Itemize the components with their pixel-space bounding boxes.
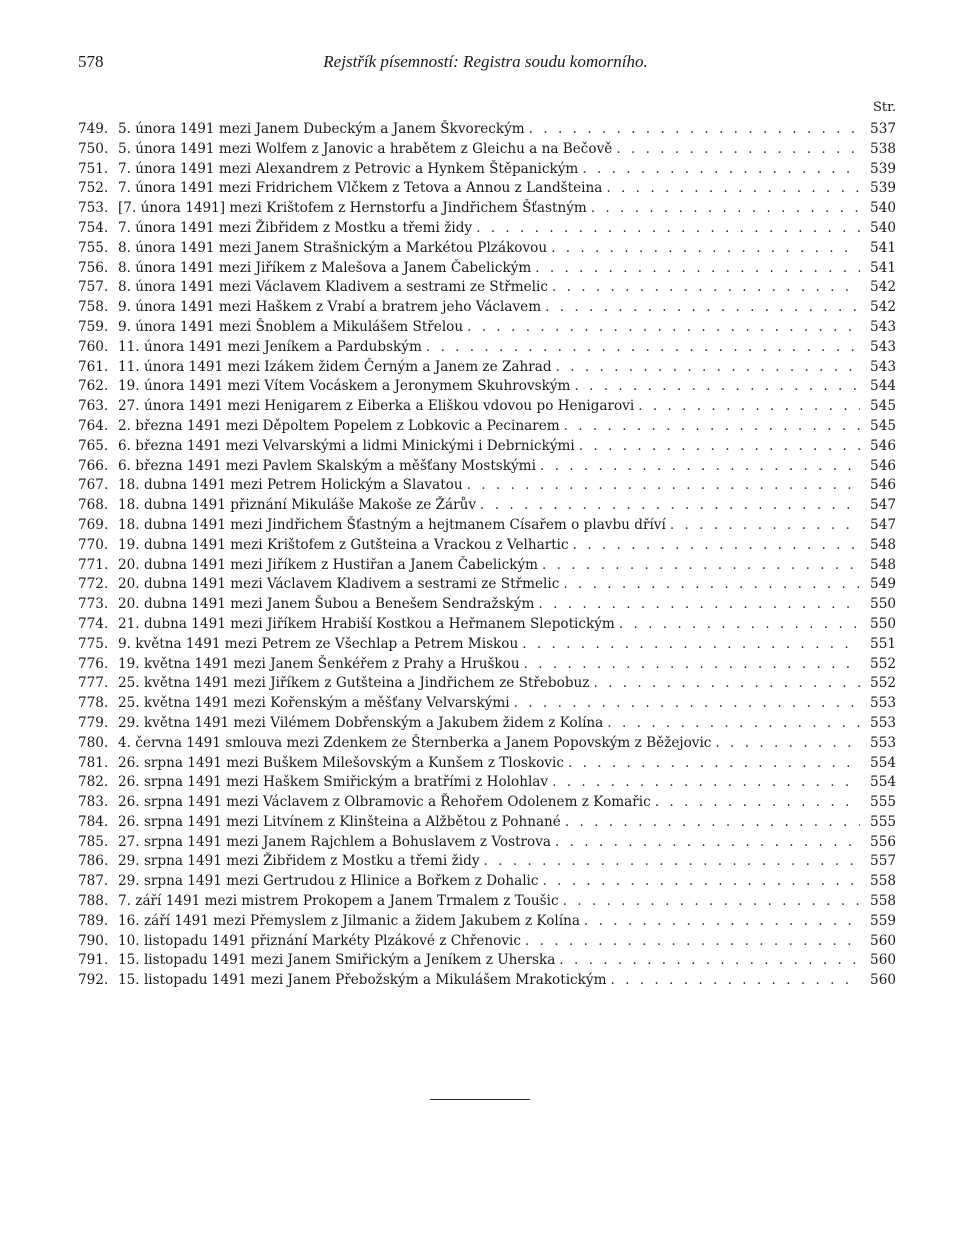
entry-text: 26. srpna 1491 mezi Václavem z Olbramovic a Řehořem Odolenem z Komařic — [118, 794, 651, 811]
register-entry — [78, 556, 896, 576]
entry-page-number: 538 — [870, 140, 896, 157]
entry-number: 754. — [78, 219, 109, 236]
dot-leader — [535, 259, 860, 279]
entry-number: 758. — [78, 299, 109, 316]
entry-text: 15. listopadu 1491 mezi Janem Smiřickým a Jeníkem z Uherska — [118, 952, 556, 969]
entry-text: 9. května 1491 mezi Petrem ze Všechlap a Petrem Miskou — [118, 635, 519, 652]
entry-page-number: 553 — [870, 695, 896, 712]
dot-leader — [540, 457, 860, 477]
entry-number: 770. — [78, 536, 109, 553]
entry-text: 29. srpna 1491 mezi Žibřidem z Mostku a třemi židy — [118, 853, 480, 870]
entry-page-number: 552 — [870, 675, 896, 692]
entry-text: 6. března 1491 mezi Velvarskými a lidmi Minickými i Debrnickými — [118, 437, 575, 454]
entry-number: 776. — [78, 655, 109, 672]
entry-number: 783. — [78, 794, 109, 811]
entry-text: 8. února 1491 mezi Václavem Kladivem a sestrami ze Střmelic — [118, 279, 548, 296]
entry-number: 789. — [78, 912, 109, 929]
register-entry — [78, 457, 896, 477]
dot-leader — [551, 239, 860, 259]
dot-leader — [555, 833, 860, 853]
entry-number: 764. — [78, 417, 109, 434]
register-entry — [78, 219, 896, 239]
dot-leader — [606, 179, 860, 199]
entry-text: 20. dubna 1491 mezi Jiříkem z Hustiřan a Janem Čabelickým — [118, 556, 539, 573]
entry-number: 787. — [78, 873, 109, 890]
dot-leader — [579, 437, 860, 457]
entry-number: 749. — [78, 121, 109, 137]
register-entry — [78, 971, 896, 991]
entry-number: 760. — [78, 338, 109, 355]
entry-page-number: 560 — [870, 952, 896, 969]
dot-leader — [552, 773, 860, 793]
entry-number: 781. — [78, 754, 109, 771]
entry-text: 27. února 1491 mezi Henigarem z Eiberka a Eliškou vdovou po Henigarovi — [118, 398, 635, 415]
entry-text: 9. února 1491 mezi Šnoblem a Mikulášem Střelou — [118, 318, 464, 335]
page-column-heading: Str. — [872, 100, 896, 115]
dot-leader — [584, 912, 860, 932]
entry-number: 771. — [78, 556, 109, 573]
entry-number: 772. — [78, 576, 109, 593]
entry-text: 26. srpna 1491 mezi Haškem Smiřickým a bratřími z Holohlav — [118, 774, 549, 791]
entry-page-number: 543 — [870, 318, 896, 335]
entry-text: 26. srpna 1491 mezi Buškem Milešovským a Kunšem z Tloskovic — [118, 754, 564, 771]
register-entry — [78, 754, 896, 774]
dot-leader — [619, 615, 860, 635]
entry-text: [7. února 1491] mezi Krištofem z Hernstorfu a Jindřichem Šťastným — [118, 200, 587, 217]
entry-page-number: 543 — [870, 338, 896, 355]
entry-page-number: 551 — [870, 635, 896, 652]
entry-page-number: 539 — [870, 160, 896, 177]
page-number: 578 — [78, 52, 104, 71]
page-header — [78, 52, 893, 76]
entry-text: 29. května 1491 mezi Vilémem Dobřenským a Jakubem židem z Kolína — [118, 714, 604, 731]
entry-text: 6. března 1491 mezi Pavlem Skalským a měšťany Mostskými — [118, 457, 536, 474]
entry-number: 752. — [78, 180, 109, 197]
entry-page-number: 553 — [870, 714, 896, 731]
entry-number: 751. — [78, 160, 109, 177]
dot-leader — [484, 852, 861, 872]
register-entry — [78, 852, 896, 872]
entry-text: 8. února 1491 mezi Janem Strašnickým a Markétou Plzákovou — [118, 239, 548, 256]
register-entry — [78, 773, 896, 793]
entry-text: 15. listopadu 1491 mezi Janem Přebožským a Mikulášem Mrakotickým — [118, 972, 607, 989]
entry-text: 19. května 1491 mezi Janem Šenkéřem z Prahy a Hruškou — [118, 655, 520, 672]
register-entry — [78, 239, 896, 259]
dot-leader — [655, 793, 860, 813]
entry-page-number: 555 — [870, 813, 896, 830]
register-entry — [78, 635, 896, 655]
entry-number: 788. — [78, 893, 109, 910]
entry-page-number: 546 — [870, 457, 896, 474]
dot-leader — [467, 476, 860, 496]
entry-text: 4. června 1491 smlouva mezi Zdenkem ze Šternberka a Janem Popovským z Běžejovic — [118, 734, 712, 751]
register-entry — [78, 496, 896, 516]
register-entry — [78, 358, 896, 378]
register-entry — [78, 536, 896, 556]
entry-page-number: 548 — [870, 556, 896, 573]
register-entry — [78, 298, 896, 318]
entry-text: 18. dubna 1491 mezi Jindřichem Šťastným a hejtmanem Císařem o plavbu dříví — [118, 516, 666, 533]
register-entry — [78, 259, 896, 279]
entry-text: 19. dubna 1491 mezi Krištofem z Gutšteina a Vrackou z Velhartic — [118, 536, 569, 553]
dot-leader — [593, 674, 860, 694]
register-entry — [78, 199, 896, 219]
register-entry — [78, 160, 896, 180]
dot-leader — [467, 318, 860, 338]
register-entry — [78, 912, 896, 932]
register-entry — [78, 417, 896, 437]
entry-number: 784. — [78, 813, 109, 830]
entry-number: 756. — [78, 259, 109, 276]
dot-leader — [522, 635, 860, 655]
entry-page-number: 546 — [870, 477, 896, 494]
entry-text: 20. dubna 1491 mezi Janem Šubou a Benešem Sendražským — [118, 596, 535, 613]
entry-text: 18. dubna 1491 přiznání Mikuláše Makoše ze Žárův — [118, 497, 477, 514]
entry-page-number: 543 — [870, 358, 896, 375]
entry-text: 27. srpna 1491 mezi Janem Rajchlem a Bohuslavem z Vostrova — [118, 833, 551, 850]
register-entry-list — [78, 120, 896, 991]
end-rule — [430, 1099, 530, 1100]
entry-text: 11. února 1491 mezi Izákem židem Černým a Janem ze Zahrad — [118, 358, 552, 375]
dot-leader — [426, 338, 860, 358]
entry-page-number: 541 — [870, 239, 896, 256]
dot-leader — [638, 397, 860, 417]
dot-leader — [670, 516, 860, 536]
dot-leader — [543, 872, 861, 892]
entry-page-number: 545 — [870, 417, 896, 434]
entry-number: 780. — [78, 734, 109, 751]
entry-page-number: 540 — [870, 200, 896, 217]
register-entry — [78, 793, 896, 813]
dot-leader — [610, 971, 860, 991]
entry-text: 25. května 1491 mezi Kořenským a měšťany Velvarskými — [118, 695, 510, 712]
entry-text: 7. února 1491 mezi Žibřidem z Mostku a třemi židy — [118, 219, 473, 236]
register-entry — [78, 377, 896, 397]
entry-number: 755. — [78, 239, 109, 256]
dot-leader — [563, 892, 860, 912]
dot-leader — [542, 556, 860, 576]
entry-page-number: 542 — [870, 279, 896, 296]
register-entry — [78, 694, 896, 714]
dot-leader — [563, 575, 860, 595]
dot-leader — [538, 595, 860, 615]
register-entry — [78, 674, 896, 694]
entry-text: 7. února 1491 mezi Fridrichem Vlčkem z Tetova a Annou z Landšteina — [118, 180, 603, 197]
entry-number: 763. — [78, 398, 109, 415]
dot-leader — [529, 120, 860, 140]
entry-page-number: 541 — [870, 259, 896, 276]
entry-page-number: 539 — [870, 180, 896, 197]
dot-leader — [715, 734, 860, 754]
dot-leader — [545, 298, 860, 318]
entry-number: 762. — [78, 378, 109, 395]
entry-page-number: 546 — [870, 437, 896, 454]
entry-text: 21. dubna 1491 mezi Jiříkem Hrabiší Kostkou a Heřmanem Slepotickým — [118, 615, 615, 632]
entry-number: 757. — [78, 279, 109, 296]
dot-leader — [552, 278, 860, 298]
dot-leader — [476, 219, 860, 239]
dot-leader — [524, 655, 860, 675]
register-entry — [78, 932, 896, 952]
entry-text: 18. dubna 1491 mezi Petrem Holickým a Slavatou — [118, 477, 463, 494]
entry-page-number: 544 — [870, 378, 896, 395]
dot-leader — [573, 536, 860, 556]
register-entry — [78, 615, 896, 635]
register-entry — [78, 140, 896, 160]
entry-page-number: 553 — [870, 734, 896, 751]
dot-leader — [564, 417, 860, 437]
entry-number: 759. — [78, 318, 109, 335]
running-title: Rejstřík písemností: Registra soudu komorního. — [323, 52, 648, 71]
entry-page-number: 559 — [870, 912, 896, 929]
entry-text: 29. srpna 1491 mezi Gertrudou z Hlinice a Bořkem z Dohalic — [118, 873, 539, 890]
register-entry — [78, 714, 896, 734]
entry-page-number: 547 — [870, 497, 896, 514]
entry-page-number: 560 — [870, 932, 896, 949]
entry-page-number: 540 — [870, 219, 896, 236]
dot-leader — [574, 377, 860, 397]
entry-page-number: 537 — [870, 121, 896, 137]
entry-text: 19. února 1491 mezi Vítem Vocáskem a Jeronymem Skuhrovským — [118, 378, 571, 395]
register-entry — [78, 734, 896, 754]
register-entry — [78, 437, 896, 457]
entry-page-number: 545 — [870, 398, 896, 415]
entry-page-number: 554 — [870, 754, 896, 771]
register-entry — [78, 655, 896, 675]
dot-leader — [591, 199, 860, 219]
entry-page-number: 550 — [870, 615, 896, 632]
entry-number: 790. — [78, 932, 109, 949]
register-entry — [78, 476, 896, 496]
entry-number: 778. — [78, 695, 109, 712]
entry-page-number: 556 — [870, 833, 896, 850]
entry-text: 11. února 1491 mezi Jeníkem a Pardubským — [118, 338, 422, 355]
register-entry — [78, 575, 896, 595]
entry-number: 768. — [78, 497, 109, 514]
entry-number: 773. — [78, 596, 109, 613]
entry-text: 7. února 1491 mezi Alexandrem z Petrovic a Hynkem Štěpanickým — [118, 160, 579, 177]
entry-number: 779. — [78, 714, 109, 731]
entry-number: 777. — [78, 675, 109, 692]
register-entry — [78, 595, 896, 615]
register-entry — [78, 120, 896, 140]
entry-text: 20. dubna 1491 mezi Václavem Kladivem a sestrami ze Střmelic — [118, 576, 560, 593]
register-entry — [78, 318, 896, 338]
register-entry — [78, 833, 896, 853]
dot-leader — [607, 714, 860, 734]
entry-text: 7. září 1491 mezi mistrem Prokopem a Janem Trmalem z Toušic — [118, 893, 559, 910]
entry-text: 10. listopadu 1491 přiznání Markéty Plzákové z Chřenovic — [118, 932, 522, 949]
entry-page-number: 554 — [870, 774, 896, 791]
entry-number: 750. — [78, 140, 109, 157]
entry-page-number: 558 — [870, 873, 896, 890]
entry-text: 16. září 1491 mezi Přemyslem z Jilmanic a židem Jakubem z Kolína — [118, 912, 580, 929]
entry-number: 774. — [78, 615, 109, 632]
dot-leader — [582, 160, 860, 180]
entry-text: 8. února 1491 mezi Jiříkem z Malešova a Janem Čabelickým — [118, 259, 532, 276]
entry-number: 769. — [78, 516, 109, 533]
entry-number: 782. — [78, 774, 109, 791]
entry-number: 753. — [78, 200, 109, 217]
register-entry — [78, 516, 896, 536]
register-entry — [78, 813, 896, 833]
register-entry — [78, 179, 896, 199]
dot-leader — [565, 813, 860, 833]
entry-page-number: 549 — [870, 576, 896, 593]
register-entry — [78, 278, 896, 298]
entry-text: 25. května 1491 mezi Jiříkem z Gutšteina a Jindřichem ze Střebobuz — [118, 675, 590, 692]
register-entry — [78, 892, 896, 912]
entry-page-number: 560 — [870, 972, 896, 989]
register-entry — [78, 338, 896, 358]
entry-text: 5. února 1491 mezi Janem Dubeckým a Janem Škvoreckým — [118, 121, 525, 137]
register-entry — [78, 872, 896, 892]
dot-leader — [568, 754, 860, 774]
entry-number: 786. — [78, 853, 109, 870]
entry-number: 775. — [78, 635, 109, 652]
entry-number: 761. — [78, 358, 109, 375]
entry-page-number: 552 — [870, 655, 896, 672]
entry-text: 9. února 1491 mezi Haškem z Vrabí a bratrem jeho Václavem — [118, 299, 542, 316]
dot-leader — [525, 932, 860, 952]
entry-page-number: 558 — [870, 893, 896, 910]
entry-page-number: 550 — [870, 596, 896, 613]
entry-number: 785. — [78, 833, 109, 850]
entry-page-number: 557 — [870, 853, 896, 870]
entry-number: 765. — [78, 437, 109, 454]
dot-leader — [514, 694, 860, 714]
entry-page-number: 542 — [870, 299, 896, 316]
dot-leader — [616, 140, 860, 160]
entry-page-number: 547 — [870, 516, 896, 533]
entry-number: 791. — [78, 952, 109, 969]
entry-number: 792. — [78, 972, 109, 989]
dot-leader — [559, 951, 860, 971]
entry-number: 767. — [78, 477, 109, 494]
entry-page-number: 548 — [870, 536, 896, 553]
register-entry — [78, 397, 896, 417]
entry-page-number: 555 — [870, 794, 896, 811]
register-entry — [78, 951, 896, 971]
entry-text: 5. února 1491 mezi Wolfem z Janovic a hrabětem z Gleichu a na Bečově — [118, 140, 613, 157]
dot-leader — [556, 358, 860, 378]
dot-leader — [480, 496, 860, 516]
entry-text: 26. srpna 1491 mezi Litvínem z Klinšteina a Alžbětou z Pohnané — [118, 813, 561, 830]
entry-number: 766. — [78, 457, 109, 474]
entry-text: 2. března 1491 mezi Děpoltem Popelem z Lobkovic a Pecinarem — [118, 417, 560, 434]
